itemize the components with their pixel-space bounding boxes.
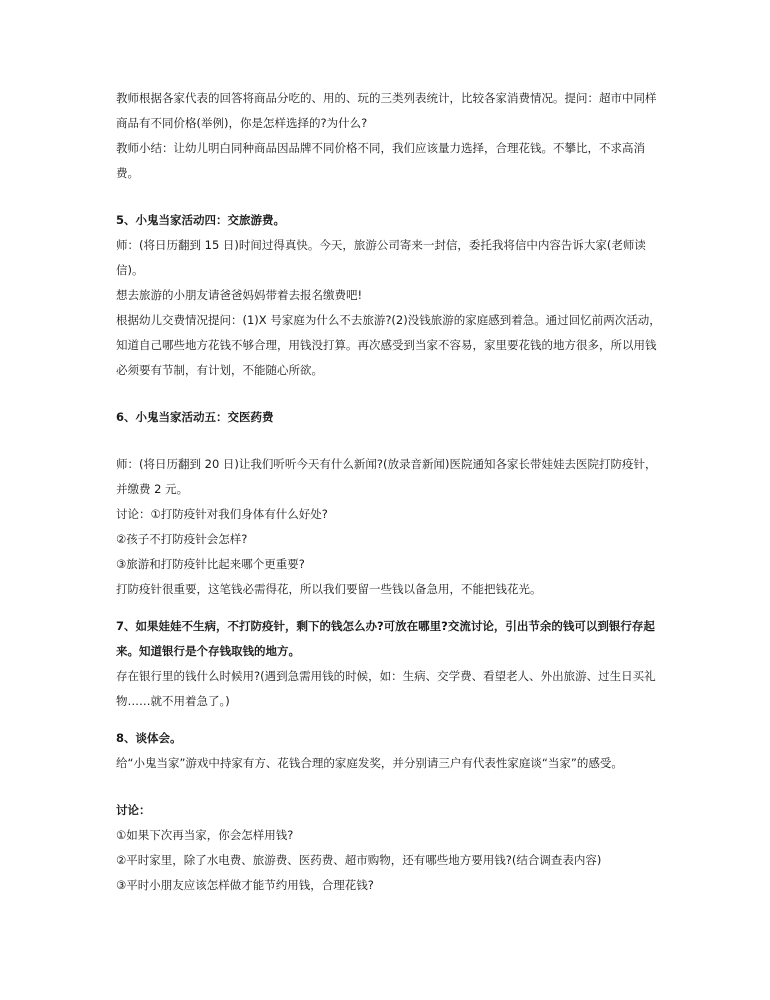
intro-paragraph-1: 教师根据各家代表的回答将商品分吃的、用的、玩的三类列表统计，比较各家消费情况。提问：超市中同样商品有不同价格(举例)，你是怎样选择的?为什么? bbox=[116, 91, 657, 130]
section-8-paragraph-1: 给“小鬼当家”游戏中持家有方、花钱合理的家庭发奖，并分别请三户有代表性家庭谈“当家”的感受。 bbox=[116, 756, 623, 770]
section-8-heading: 8、谈体会。 bbox=[116, 731, 182, 745]
section-6-discussion-3: ③旅游和打防疫针比起来哪个更重要? bbox=[116, 557, 305, 571]
document-page bbox=[116, 86, 661, 898]
section-7-heading: 7、如果娃娃不生病，不打防疫针，剩下的钱怎么办?可放在哪里?交流讨论，引出节余的钱可以到银行存起来。知道银行是个存钱取钱的地方。 bbox=[116, 619, 655, 658]
discussion-question-2: ②平时家里，除了水电费、旅游费、医药费、超市购物，还有哪些地方要用钱?(结合调查表内容) bbox=[116, 853, 602, 867]
section-6-discussion-1: 讨论：①打防疫针对我们身体有什么好处? bbox=[116, 507, 328, 521]
spacer bbox=[116, 776, 661, 798]
spacer bbox=[116, 430, 661, 452]
section-6-heading: 6、小鬼当家活动五：交医药费 bbox=[116, 410, 274, 424]
section-6-paragraph-1: 师：(将日历翻到 20 日)让我们听听今天有什么新闻?(放录音新闻)医院通知各家长带娃娃去医院打防疫针，并缴费 2 元。 bbox=[116, 457, 657, 496]
spacer bbox=[116, 602, 661, 614]
section-6-discussion-2: ②孩子不打防疫针会怎样? bbox=[116, 532, 248, 546]
section-5-paragraph-1: 师：(将日历翻到 15 日)时间过得真快。今天，旅游公司寄来一封信，委托我将信中内容告诉大家(老师读信)。 bbox=[116, 238, 646, 277]
section-6-conclusion: 打防疫针很重要，这笔钱必需得花，所以我们要留一些钱以备急用，不能把钱花光。 bbox=[116, 582, 542, 596]
spacer bbox=[116, 714, 661, 726]
section-5-heading: 5、小鬼当家活动四：交旅游费。 bbox=[116, 213, 285, 227]
discussion-heading: 讨论： bbox=[116, 803, 151, 817]
intro-paragraph-2: 教师小结：让幼儿明白同种商品因品牌不同价格不同，我们应该量力选择，合理花钱。不攀比，不求高消费。 bbox=[116, 141, 645, 180]
section-5-paragraph-3: 根据幼儿交费情况提问：(1)X 号家庭为什么不去旅游?(2)没钱旅游的家庭感到着急。通过回忆前两次活动，知道自己哪些地方花钱不够合理，用钱没打算。再次感受到当家不容易，家里要花钱的地方很多，所以用钱必须要有节制，有计划，不能随心所欲。 bbox=[116, 313, 661, 377]
spacer bbox=[116, 383, 661, 405]
spacer bbox=[116, 186, 661, 208]
section-7-paragraph-1: 存在银行里的钱什么时候用?(遇到急需用钱的时候，如：生病、交学费、看望老人、外出旅游、过生日买礼物……就不用着急了。) bbox=[116, 669, 656, 708]
discussion-question-3: ③平时小朋友应该怎样做才能节约用钱，合理花钱? bbox=[116, 878, 374, 892]
section-5-paragraph-2: 想去旅游的小朋友请爸爸妈妈带着去报名缴费吧! bbox=[116, 288, 363, 302]
discussion-question-1: ①如果下次再当家，你会怎样用钱? bbox=[116, 828, 294, 842]
